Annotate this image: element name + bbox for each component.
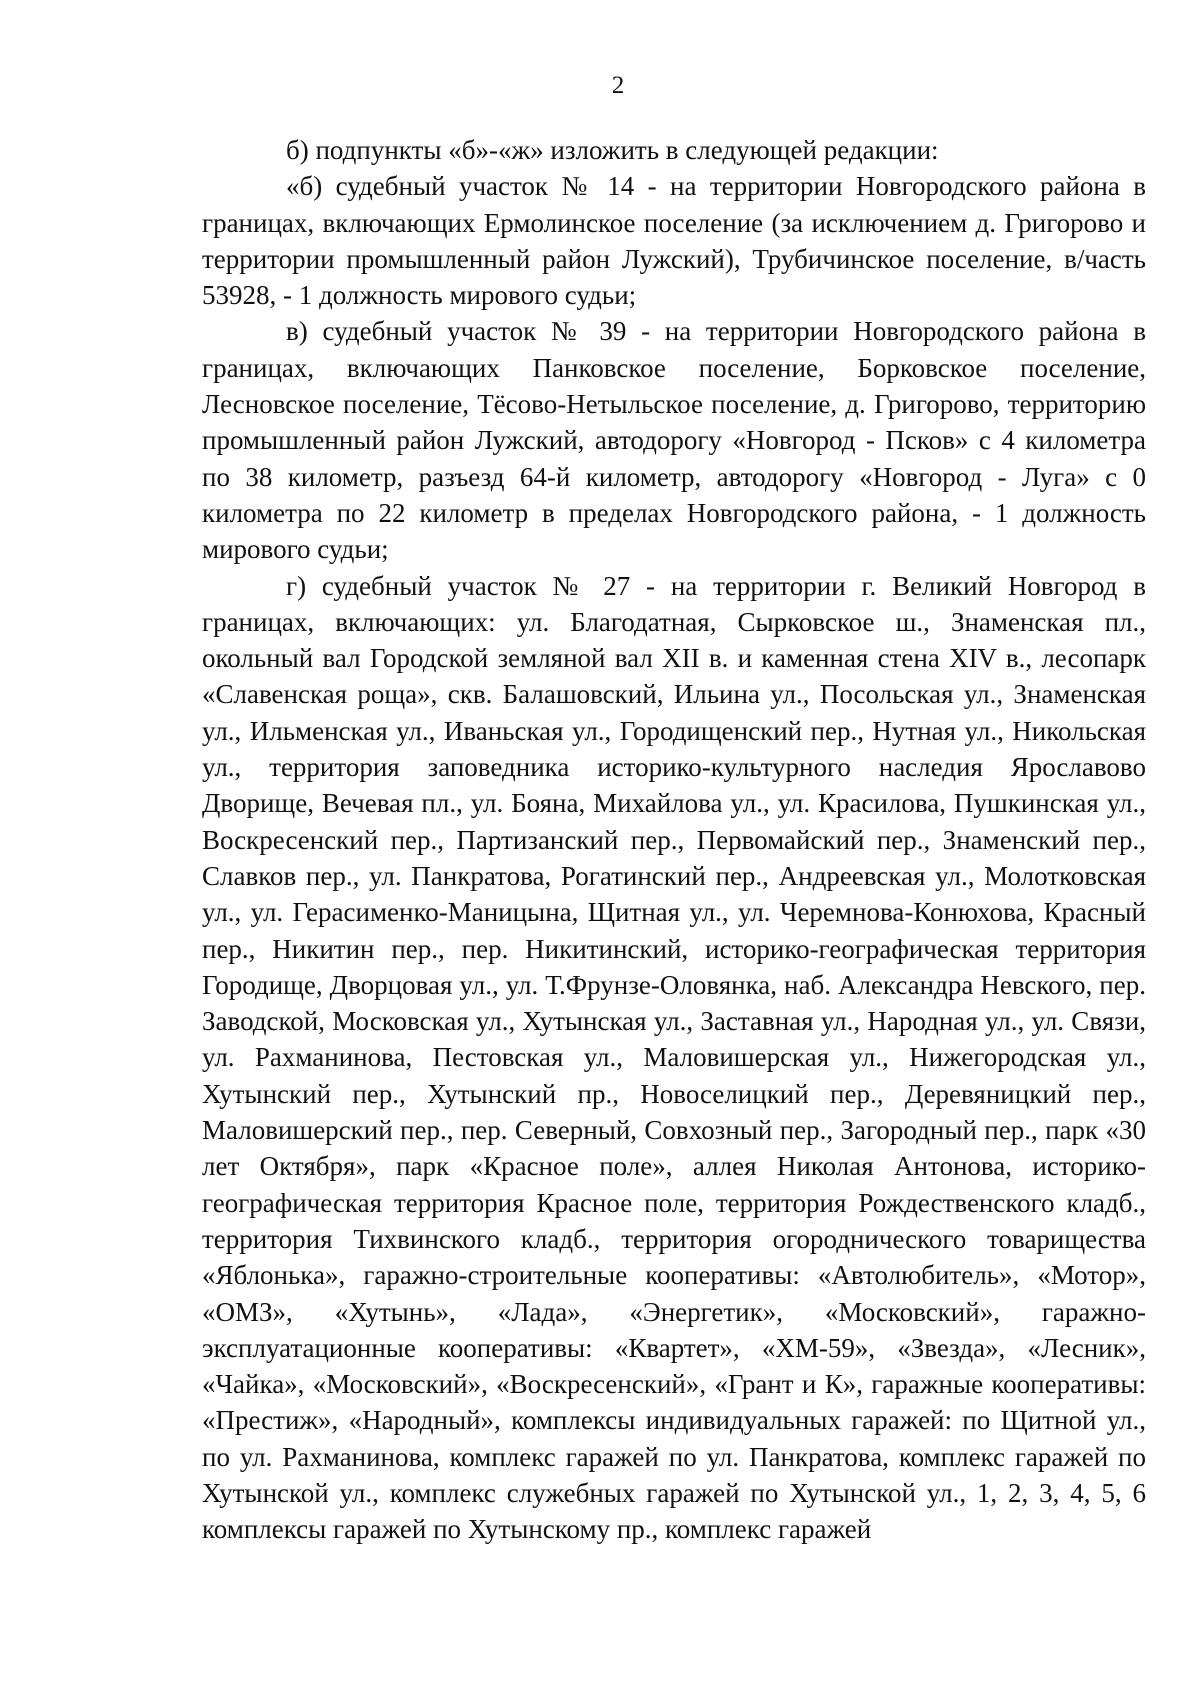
document-body	[202, 132, 1146, 1548]
paragraph-court-district-27: г) судебный участок № 27 - на территории г. Великий Новгород в границах, включающих: ул. Благодатная, Сырковское ш., Знаменская пл., окольный вал Городской земляной вал XII в. и каменная стена XIV в., лесопарк «Славенская роща», скв. Балашовский, Ильина ул., Посольская ул., Знаменская ул., Ильменская ул., Иваньская ул., Городищенский пер., Нутная ул., Никольская ул., территория заповедника историко-культурного наследия Ярославово Дворище, Вечевая пл., ул. Бояна, Михайлова ул., ул. Красилова, Пушкинская ул., Воскресенский пер., Партизанский пер., Первомайский пер., Знаменский пер., Славков пер., ул. Панкратова, Рогатинский пер., Андреевская ул., Молотковская ул., ул. Герасименко-Маницына, Щитная ул., ул. Черемнова-Конюхова, Красный пер., Никитин пер., пер. Никитинский, историко-географическая территория Городище, Дворцовая ул., ул. Т.Фрунзе-Оловянка, наб. Александра Невского, пер. Заводской, Московская ул., Хутынская ул., Заставная ул., Народная ул., ул. Связи, ул. Рахманинова, Пестовская ул., Маловишерская ул., Нижегородская ул., Хутынский пер., Хутынский пр., Новоселицкий пер., Деревяницкий пер., Маловишерский пер., пер. Северный, Совхозный пер., Загородный пер., парк «30 лет Октября», парк «Красное поле», аллея Николая Антонова, историко-географическая территория Красное поле, территория Рождественского кладб., территория Тихвинского кладб., территория огороднического товарищества «Яблонька», гаражно-строительные кооперативы: «Автолюбитель», «Мотор», «ОМЗ», «Хутынь», «Лада», «Энергетик», «Московский», гаражно-эксплуатационные кооперативы: «Квартет», «ХМ-59», «Звезда», «Лесник», «Чайка», «Московский», «Воскресенский», «Грант и К», гаражные кооперативы: «Престиж», «Народный», комплексы индивидуальных гаражей: по Щитной ул., по ул. Рахманинова, комплекс гаражей по ул. Панкратова, комплекс гаражей по Хутынской ул., комплекс служебных гаражей по Хутынской ул., 1, 2, 3, 4, 5, 6 комплексы гаражей по Хутынскому пр., комплекс гаражей	[202, 570, 1146, 1545]
page-number: 2	[611, 72, 625, 99]
paragraph-court-district-39: в) судебный участок № 39 - на территории Новгородского района в границах, включающих Панковское поселение, Борковское поселение, Лесновское поселение, Тёсово-Нетыльское поселение, д. Григорово, территорию промышленный район Лужский, автодорогу «Новгород - Псков» с 4 километра по 38 километр, разъезд 64-й километр, автодорогу «Новгород - Луга» с 0 километра по 22 километр в пределах Новгородского района, - 1 должность мирового судьи;	[202, 316, 1146, 565]
paragraph-court-district-14: «б) судебный участок № 14 - на территории Новгородского района в границах, включающих Ермолинское поселение (за исключением д. Григорово и территории промышленный район Лужский), Трубичинское поселение, в/часть 53928, - 1 должность мирового судьи;	[202, 171, 1146, 311]
paragraph-intro: б) подпункты «б»-«ж» изложить в следующей редакции:	[286, 135, 939, 165]
